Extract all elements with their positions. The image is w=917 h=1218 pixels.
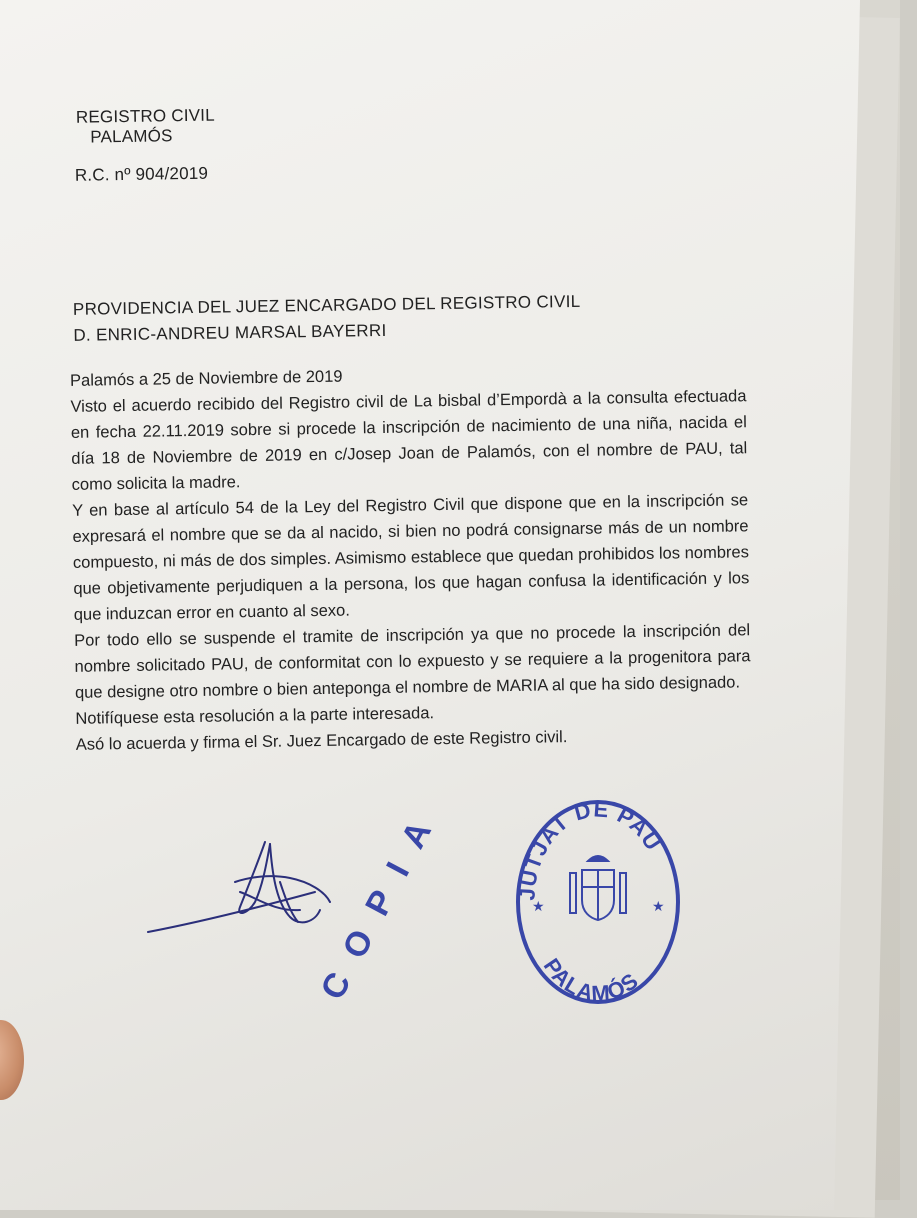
- court-seal: [510, 795, 685, 1010]
- coat-of-arms-icon: [570, 856, 626, 920]
- copia-stamp: [290, 795, 450, 1072]
- reference-number: R.C. nº 904/2019: [74, 163, 209, 185]
- paragraph-consultation: Visto el acuerdo recibido del Registro civil de La bisbal d’Empordà a la consulta efectuada en fecha 22.11.2019 sobre si procede la inscripción de nacimiento de una niña, nacida el día 18 de Noviembre de 2019 en c/Josep Joan de Palamós, con el nombre de PAU, tal como solicita la madre.: [70, 387, 748, 494]
- notify-line: Notifíquese esta resolución a la parte interesada.: [75, 704, 435, 728]
- paragraph-legal-basis: Y en base al artículo 54 de la Ley del Registro Civil que dispone que en la inscripción se expresará el nombre que se da al nacido, si bien no podrá consignarse más de un nombre compuesto, ni más de dos simples. Asimismo establece que quedan prohibidos los nombres que objetivamente perjudiquen a la persona, los que hagan confusa la identificación y los que induzcan error en cuanto al sexo.: [71, 491, 750, 624]
- document-body: [70, 357, 752, 758]
- date-line: Palamós a 25 de Noviembre de 2019: [69, 367, 343, 390]
- office-name: REGISTRO CIVIL: [75, 105, 215, 127]
- paragraph-resolution: Por todo ello se suspende el tramite de inscripción ya que no procede la inscripción del nombre solicitado PAU, de conformitat con lo expuesto y se requiere a la progenitora para que designe otro nombre o bien anteponga el nombre de MARIA al que ha sido designado.: [74, 621, 751, 702]
- seal-bottom-text: PALAMÓS: [538, 953, 644, 1007]
- seal-star-right: ★: [652, 898, 665, 914]
- document-title: PROVIDENCIA DEL JUEZ ENCARGADO DEL REGISTRO CIVIL: [72, 291, 581, 319]
- seal-star-left: ★: [532, 898, 545, 914]
- seal-top-text: JUTJAT DE PAU: [514, 796, 667, 902]
- closing-line: Asó lo acuerda y firma el Sr. Juez Encargado de este Registro civil.: [75, 728, 568, 754]
- judge-name: D. ENRIC-ANDREU MARSAL BAYERRI: [73, 320, 387, 345]
- copia-stamp-text: COPIA: [313, 795, 450, 1006]
- office-city: PALAMÓS: [90, 126, 173, 147]
